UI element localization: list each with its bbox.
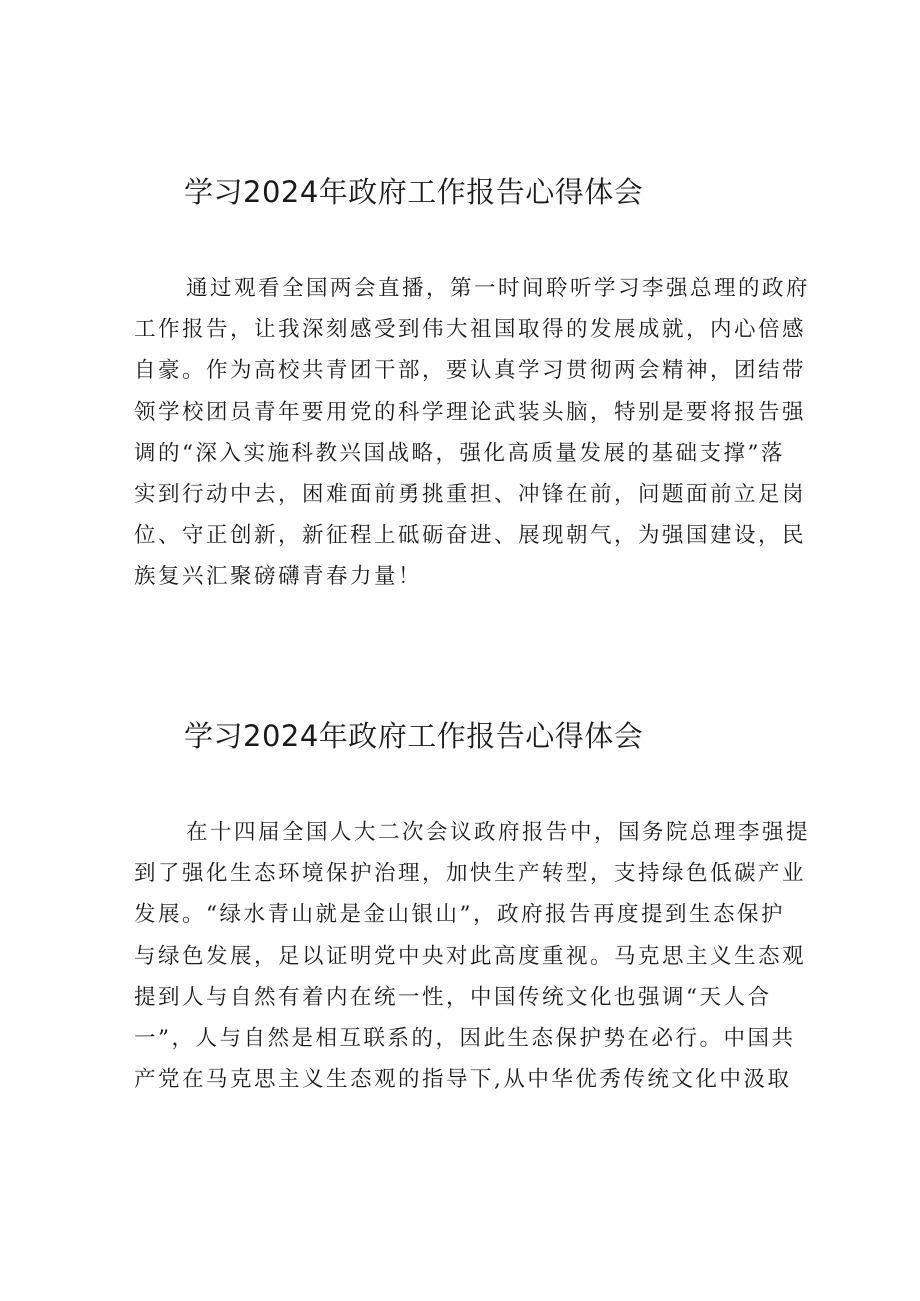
- paragraph-line: 领学校团员青年要用党的科学理论武装头脑，特别是要将报告强: [134, 399, 807, 425]
- paragraph-line: 工作报告，让我深刻感受到伟大祖国取得的发展成就，内心倍感: [134, 317, 807, 343]
- paragraph-line: 与绿色发展，足以证明党中央对此高度重视。马克思主义生态观: [134, 943, 807, 969]
- paragraph: [134, 812, 814, 1100]
- paragraph-line: 在十四届全国人大二次会议政府报告中，国务院总理李强提: [186, 820, 811, 845]
- paragraph-line: 产党在马克思主义生态观的指导下,从中华优秀传统文化中汲取: [134, 1067, 792, 1093]
- paragraph-line: 自豪。作为高校共青团干部，要认真学习贯彻两会精神，团结带: [134, 358, 807, 384]
- paragraph-line: 提到人与自然有着内在统一性，中国传统文化也强调“天人合: [134, 984, 772, 1010]
- paragraph-line: 到了强化生态环境保护治理，加快生产转型，支持绿色低碳产业: [134, 861, 807, 887]
- paragraph-line: 位、守正创新，新征程上砥砺奋进、展现朝气，为强国建设，民: [134, 523, 807, 549]
- paragraph-line: 一”，人与自然是相互联系的，因此生态保护势在必行。中国共: [134, 1025, 796, 1051]
- paragraph-line: 发展。“绿水青山就是金山银山”，政府报告再度提到生态保护: [134, 902, 785, 928]
- paragraph-line: 调的“深入实施科教兴国战略，强化高质量发展的基础支撑”落: [134, 440, 785, 466]
- paragraph-line: 实到行动中去，困难面前勇挑重担、冲锋在前，问题面前立足岗: [134, 481, 807, 507]
- paragraph-line: 族复兴汇聚磅礴青春力量！: [134, 564, 423, 590]
- section-title: 学习2024年政府工作报告心得体会: [184, 175, 644, 209]
- section-title: 学习2024年政府工作报告心得体会: [184, 719, 644, 753]
- paragraph-line: 通过观看全国两会直播，第一时间聆听学习李强总理的政府: [186, 276, 811, 301]
- paragraph: [134, 268, 814, 598]
